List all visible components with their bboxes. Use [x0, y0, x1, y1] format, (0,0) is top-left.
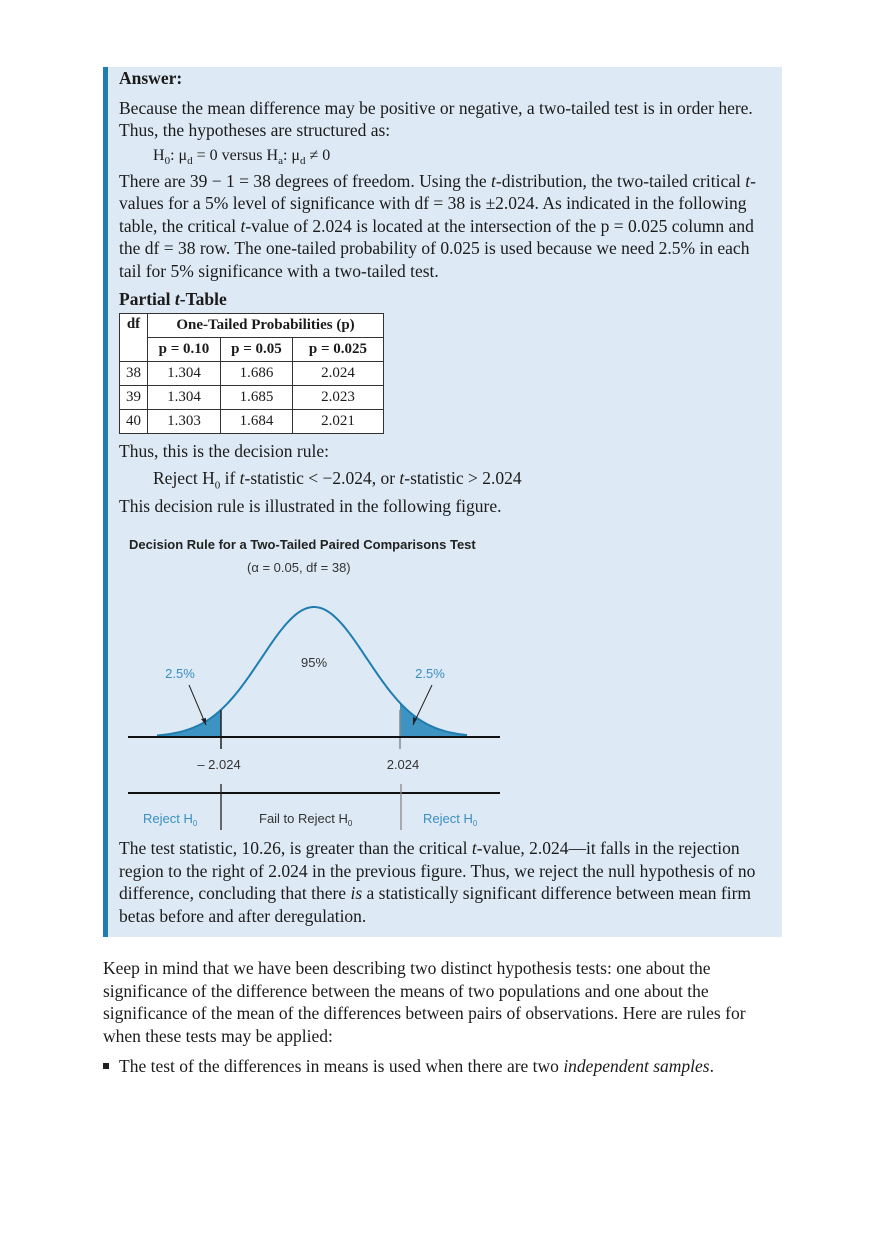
cell: 39 — [120, 385, 148, 409]
cell: 40 — [120, 409, 148, 433]
table-title: Partial t-Table — [119, 289, 227, 309]
right-critical-value: 2.024 — [386, 757, 420, 772]
left-critical-value: – 2.024 — [197, 757, 241, 772]
column-header: p = 0.10 — [148, 337, 221, 361]
column-header: p = 0.05 — [221, 337, 293, 361]
cell: 1.303 — [148, 409, 221, 433]
cell: 1.304 — [148, 385, 221, 409]
conclusion-text: The test statistic, 10.26, is greater than the critical t-value, 2.024—it falls in the rejection region to the right of 2.024 in the previous figure. Thus, we reject the null hypothesis of no difference, concluding that there is a statistically significant difference between mean firm betas before and after deregulation. — [119, 838, 756, 926]
cell: 2.021 — [293, 409, 384, 433]
left-tail-label: 2.5% — [165, 666, 195, 681]
left-tail-area — [157, 710, 221, 737]
cell: 1.684 — [221, 409, 293, 433]
cell: 1.685 — [221, 385, 293, 409]
table-row — [120, 385, 384, 409]
answer-heading: Answer: — [119, 68, 183, 88]
table-row — [120, 409, 384, 433]
hypotheses-formula: $H_0$: $\mu_d = 0$ versus $H_a$: $\mu_d \ne 0$ — [153, 146, 331, 167]
reject-right-label: Reject $H_0$ — [423, 811, 478, 828]
column-header: p = 0.025 — [293, 337, 384, 361]
bullet-icon — [103, 1063, 109, 1069]
group-header: One-Tailed Probabilities (p) — [148, 313, 384, 337]
decision-rule: Reject $H_0$ if t-statistic < −2.024, or t-statistic > 2.024 — [153, 468, 522, 492]
answer-paragraph: Because the mean difference may be positive or negative, a two-tailed test is in order here. Thus, the hypotheses are structured as: — [119, 97, 753, 140]
decision-rule-figure — [119, 527, 519, 837]
right-tail-area — [400, 703, 467, 737]
answer-paragraph: Thus, this is the decision rule: — [119, 440, 329, 461]
answer-paragraph: There are 39 − 1 = 38 degrees of freedom. Using the t-distribution, the two-tailed critical t-values for a 5% level of significance with df = 38 is ±2.024. As indicated in the following table, the critical t-value of 2.024 is located at the intersection of the p = 0.025 column and the df = 38 row. The one-tailed probability of 0.025 is used because we need 2.5% in each tail for 5% significance with a two-tailed test. — [119, 170, 756, 281]
cell: 1.686 — [221, 361, 293, 385]
fail-to-reject-label: Fail to Reject $H_0$ — [259, 811, 353, 828]
body-paragraph: Keep in mind that we have been describing two distinct hypothesis tests: one about the significance of the difference between the means of two populations and one about the significance of the mean of the differences between pairs of observations. Here are rules for when these tests may be applied: — [103, 958, 746, 1046]
cell: 1.304 — [148, 361, 221, 385]
reject-left-label: Reject $H_0$ — [143, 811, 198, 828]
figure-subtitle: (α = 0.05, df = 38) — [247, 560, 351, 575]
answer-paragraph: This decision rule is illustrated in the following figure. — [119, 495, 502, 516]
figure-title: Decision Rule for a Two-Tailed Paired Comparisons Test — [129, 537, 476, 552]
cell: 2.024 — [293, 361, 384, 385]
cell: 38 — [120, 361, 148, 385]
cell: 2.023 — [293, 385, 384, 409]
center-label: 95% — [300, 655, 328, 670]
bullet-list-item — [103, 1055, 739, 1078]
df-header: df — [120, 313, 148, 361]
partial-t-table — [119, 313, 384, 434]
right-tail-label: 2.5% — [415, 666, 445, 681]
body-section — [103, 957, 773, 1078]
bullet-item: The test of the differences in means is used when there are two independent samples. — [119, 1056, 714, 1076]
table-row — [120, 361, 384, 385]
answer-box — [103, 67, 782, 937]
